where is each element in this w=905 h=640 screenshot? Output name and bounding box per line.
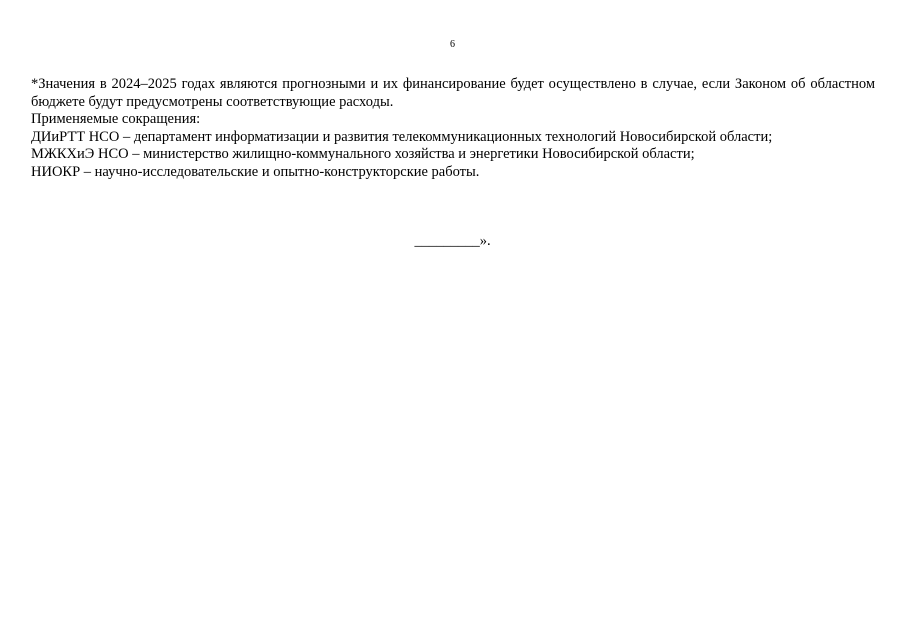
- closing-mark: _________».: [414, 233, 491, 249]
- page-number: 6: [450, 39, 455, 50]
- abbreviation-item: МЖКХиЭ НСО – министерство жилищно-коммунального хозяйства и энергетики Новосибирской области;: [31, 146, 695, 162]
- abbreviation-item: НИОКР – научно-исследовательские и опытно-конструкторские работы.: [31, 163, 480, 180]
- budget-footnote: *Значения в 2024–2025 годах являются прогнозными и их финансирование будет осуществлено в случае, если Законом об областном бюджете будут предусмотрены соответствующие расходы.: [31, 76, 875, 110]
- document-body: [31, 76, 875, 181]
- abbreviation-item: ДИиРТТ НСО – департамент информатизации и развития телекоммуникационных технологий Новосибирской области;: [31, 128, 773, 145]
- abbreviations-heading: Применяемые сокращения:: [31, 111, 201, 127]
